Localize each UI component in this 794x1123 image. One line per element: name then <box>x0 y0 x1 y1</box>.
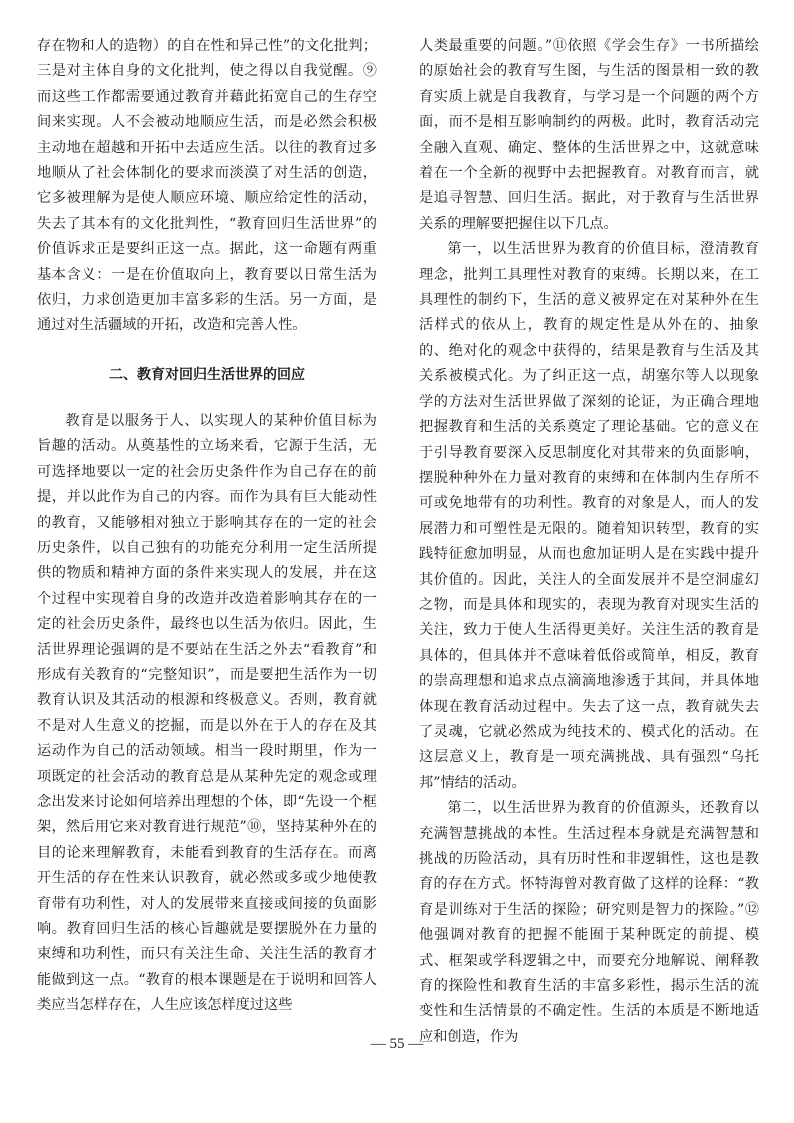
left-column <box>37 34 377 1019</box>
page-number: — 55 — <box>370 1036 424 1052</box>
right-paragraph-continued: 人类最重要的问题。”⑪依照《学会生存》一书所描绘的原始社会的教育写生图，与生活的图景相一致的教育实质上就是自我教育，与学习是一个问题的两个方面，而不是相互影响制约的两极。此时，教育活动完全融入直观、确定、整体的生活世界之中，这就意味着在一个全新的视野中去把握教育。对教育而言，就是追寻智慧、回归生活。据此，对于教育与生活世界关系的理解要把握住以下几点。 <box>419 38 759 232</box>
right-column <box>419 34 759 1050</box>
right-paragraph-first-point: 第一，以生活世界为教育的价值目标，澄清教育理念，批判工具理性对教育的束缚。长期以来，在工具理性的制约下，生活的意义被界定在对某种外在生活样式的依从上，教育的规定性是从外在的、抽象的、绝对化的观念中获得的，结果是教育与生活及其关系被模式化。为了纠正这一点，胡塞尔等人以现象学的方法对生活世界做了深刻的论证，为正确合理地把握教育和生活的关系奠定了理论基础。它的意义在于引导教育要深入反思制度化对其带来的负面影响，摆脱种种外在力量对教育的束缚和在体制内生存所不可或免地带有的功利性。教育的对象是人，而人的发展潜力和可塑性是无限的。随着知识转型，教育的实践特征愈加明显，从而也愈加证明人是在实践中提升其价值的。因此，关注人的全面发展并不是空洞虚幻之物，而是具体和现实的，表现为教育对现实生活的关注，致力于使人生活得更美好。关注生活的教育是具体的，但具体并不意味着低俗或简单，相反，教育的崇高理想和追求点点滴滴地渗透于其间，并具体地体现在教育活动过程中。失去了这一点，教育就失去了灵魂，它就必然成为纯技术的、模式化的活动。在这层意义上，教育是一项充满挑战、具有强烈“乌托邦”情结的活动。 <box>419 241 759 791</box>
left-paragraph-continued: 存在物和人的造物）的自在性和异己性”的文化批判；三是对主体自身的文化批判，使之得以自我觉醒。⑨而这些工作都需要通过教育并藉此拓宽自己的生存空间来实现。人不会被动地顺应生活，而是必然会积极主动地在超越和开拓中去适应生活。以往的教育过多地顺从了社会体制化的要求而淡漠了对生活的创造，它多被理解为是使人顺应环境、顺应给定性的活动，失去了其本有的文化批判性，“教育回归生活世界”的价值诉求正是要纠正这一点。据此，这一命题有两重基本含义：一是在价值取向上，教育要以日常生活为依归，力求创造更加丰富多彩的生活。另一方面，是通过对生活疆域的开拓，改造和完善人性。 <box>37 38 377 334</box>
right-paragraph-second-point: 第二，以生活世界为教育的价值源头，还教育以充满智慧挑战的本性。生活过程本身就是充满智慧和挑战的历险活动，具有历时性和非逻辑性，这也是教育的存在方式。怀特海曾对教育做了这样的诠释：“教育是训练对于生活的探险；研究则是智力的探险。”⑫他强调对教育的把握不能囿于某种既定的前提、模式、框架或学科逻辑之中，而要充分地解说、阐释教育的探险性和教育生活的丰富多彩性，揭示生活的流变性和生活情景的不确定性。生活的本质是不断地适应和创造，作为 <box>419 800 759 1045</box>
section-heading: 二、教育对回归生活世界的回应 <box>109 366 305 383</box>
left-paragraph-2: 教育是以服务于人、以实现人的某种价值目标为旨趣的活动。从奠基性的立场来看，它源于生活，无可选择地要以一定的社会历史条件作为自己存在的前提，并以此作为自己的内容。而作为具有巨大能动性的教育，又能够相对独立于影响其存在的一定的社会历史条件，以自己独有的功能充分利用一定生活所提供的物质和精神方面的条件来实现人的发展，并在这个过程中实现着自身的改造并改造着影响其存在的一定的社会历史条件，最终也以生活为依归。因此，生活世界理论强调的是不要站在生活之外去“看教育”和形成有关教育的“完整知识”，而是要把生活作为一切教育认识及其活动的根源和终极意义。否则，教育就不是对人生意义的挖掘，而是以外在于人的存在及其运动作为自己的活动领域。相当一段时期里，作为一项既定的社会活动的教育总是从某种先定的观念或理念出发来讨论如何培养出理想的个体，即“先设一个框架，然后用它来对教育进行规范”⑩，坚持某种外在的目的论来理解教育，未能看到教育的生活存在。而离开生活的存在性来认识教育，就必然或多或少地使教育带有功利性，对人的发展带来直接或间接的负面影响。教育回归生活的核心旨趣就是要摆脱外在力量的束缚和功利性，而只有关注生命、关注生活的教育才能做到这一点。“教育的根本课题是在于说明和回答人类应当怎样存在，人生应该怎样度过这些 <box>37 412 377 1014</box>
